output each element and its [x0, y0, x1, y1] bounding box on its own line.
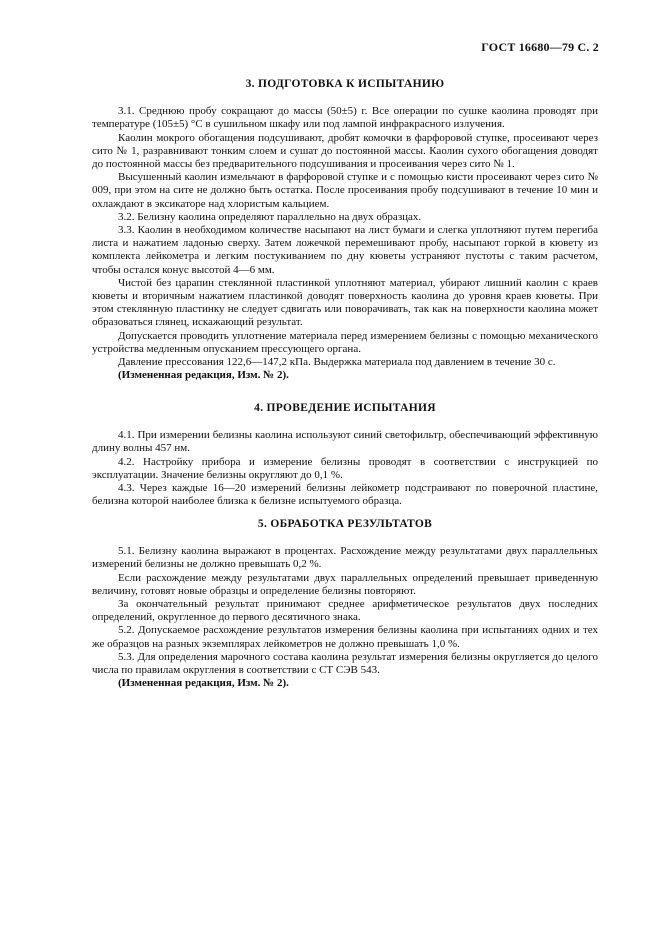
- paragraph: 4.1. При измерении белизны каолина используют синий светофильтр, обеспечивающий эффективную длину волны 457 нм.: [92, 429, 598, 455]
- paragraph: За окончательный результат принимают среднее арифметическое результатов двух последних определений, округленное до первого десятичного знака.: [92, 598, 598, 624]
- paragraph: 5.2. Допускаемое расхождение результатов измерения белизны каолина при испытаниях одних и тех же образцов на разных экземплярах лейкометров не должно превышать 1,0 %.: [92, 624, 598, 650]
- paragraph: Давление прессования 122,6—147,2 кПа. Выдержка материала под давлением в течение 30 с.: [118, 356, 556, 369]
- section-title: 3. ПОДГОТОВКА К ИСПЫТАНИЮ: [245, 78, 445, 90]
- paragraph: 5.1. Белизну каолина выражают в процентах. Расхождение между результатами двух параллельных измерений белизны не должно превышать 0,2 %.: [92, 545, 598, 571]
- paragraph: 4.2. Настройку прибора и измерение белизны проводят в соответствии с инструкцией по эксплуатации. Значение белизны округляют до 0,1 %.: [92, 455, 598, 481]
- amendment-note: (Измененная редакция, Изм. № 2).: [118, 369, 289, 382]
- running-head: ГОСТ 16680—79 С. 2: [481, 40, 599, 54]
- paragraph: Каолин мокрого обогащения подсушивают, дробят комочки в фарфоровой ступке, просеивают через сито № 1, разравнивают тонким слоем и сушат до постоянной массы. Каолин сухого обогащения доводят до постоянной массы без предварительного подсушивания и просеивания через сито № 1.: [92, 131, 598, 171]
- paragraph: Если расхождение между результатами двух параллельных определений превышает приведенную величину, готовят новые образцы и определение белизны повторяют.: [92, 571, 598, 597]
- section-3: [92, 78, 598, 382]
- section-5: [92, 518, 598, 690]
- section-title: 5. ОБРАБОТКА РЕЗУЛЬТАТОВ: [257, 518, 433, 530]
- paragraph: Допускается проводить уплотнение материала перед измерением белизны с помощью механического устройства медленным опусканием прессующего органа.: [92, 329, 598, 355]
- paragraph: Чистой без царапин стеклянной пластинкой уплотняют материал, убирают лишний каолин с краев кюветы и вторичным нажатием пластинкой доводят поверхность каолина до уровня краев кюветы. При этом стеклянную пластинку не следует сдвигать или поворачивать, так как на поверхности каолина может образоваться глянец, искажающий результат.: [92, 276, 598, 329]
- section-title: 4. ПРОВЕДЕНИЕ ИСПЫТАНИЯ: [254, 402, 436, 414]
- paragraph: 3.3. Каолин в необходимом количестве насыпают на лист бумаги и слегка уплотняют путем перегиба листа и нажатием ладонью сверху. Затем ложечкой перемешивают пробу, насыпают горкой в кювету из комплекта лейкометра и легким постукиванием по дну кюветы устраняют пустоты с таким расчетом, чтобы остался конус высотой 4—6 мм.: [92, 224, 598, 276]
- paragraph: 5.3. Для определения марочного состава каолина результат измерения белизны округляется до целого числа по правилам округления в соответствии с СТ СЭВ 543.: [92, 650, 598, 677]
- section-4: [92, 402, 598, 508]
- paragraph: 3.1. Среднюю пробу сокращают до массы (50±5) г. Все операции по сушке каолина проводят при температуре (105±5) °С в сушильном шкафу или под лампой инфракрасного излучения.: [92, 105, 598, 131]
- paragraph: 4.3. Через каждые 16—20 измерений белизны лейкометр подстраивают по поверочной пластине, белизна которой наиболее близка к белизне испытуемого образца.: [92, 482, 598, 508]
- amendment-note: (Измененная редакция, Изм. № 2).: [118, 677, 289, 690]
- paragraph: Высушенный каолин измельчают в фарфоровой ступке и с помощью кисти просеивают через сито № 009, при этом на сите не должно быть остатка. После просеивания пробу подсушивают в течение 10 мин и охлаждают в эксикаторе над хлористым кальцием.: [92, 171, 598, 210]
- paragraph: 3.2. Белизну каолина определяют параллельно на двух образцах.: [118, 210, 422, 223]
